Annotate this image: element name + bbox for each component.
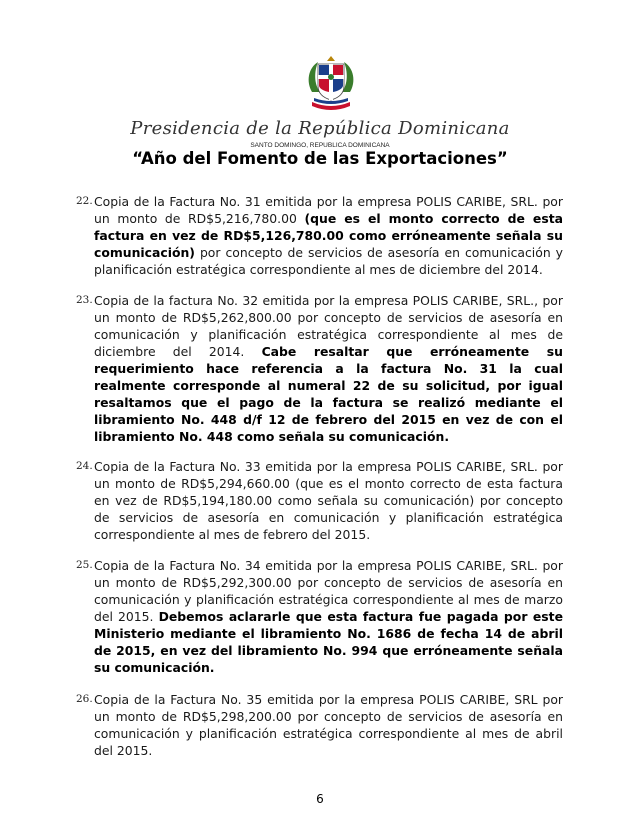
coat-of-arms-icon [300, 52, 362, 114]
item-text: Copia de la Factura No. 33 emitida por la empresa POLIS CARIBE, SRL. por un monto de RD$5,294,660.00 (que es el monto correcto de esta factura en vez de RD$5,194,180.00 como señala su comunicación) por concepto de servicios de asesoría en comunicación y planificación estratégica correspondiente al mes de febrero del 2015. [94, 459, 563, 542]
item-text: Copia de la Factura No. 34 emitida por la empresa POLIS CARIBE, SRL. por un monto de RD$5,292,300.00 por concepto de servicios de asesoría en comunicación y planificación estratégica correspondiente al mes de marzo del 2015. Debemos aclararle que esta factura fue pagada por este Ministerio mediante el libramiento No. 1686 de fecha 14 de abril de 2015, en vez del libramiento No. 994 que erróneamente señala su comunicación. [94, 558, 563, 675]
item-text: Copia de la factura No. 32 emitida por la empresa POLIS CARIBE, SRL., por un monto de RD$5,262,800.00 por concepto de servicios de asesoría en comunicación y planificación estratégica correspondiente al mes de diciembre del 2014. Cabe resaltar que erróneamente su requerimiento hace referencia a la factura No. 31 la cual realmente corresponde al numeral 22 de su solicitud, por igual resaltamos que el pago de la factura se realizó mediante el libramiento No. 448 d/f 12 de febrero del 2015 en vez de con el libramiento No. 448 como señala su comunicación. [94, 293, 563, 444]
presidency-title: Presidencia de la República Dominicana [130, 118, 510, 139]
list-item [76, 557, 563, 676]
item-number: 23. [76, 294, 93, 306]
list-item [76, 691, 563, 759]
year-motto: “Año del Fomento de las Exportaciones” [132, 149, 508, 168]
item-bold-text: (que es el monto correcto de esta factura en vez de RD$5,126,780.00 como erróneamente señala su comunicación) [94, 211, 563, 260]
item-number: 24. [76, 460, 93, 472]
item-number: 25. [76, 559, 93, 571]
item-number: 26. [76, 693, 93, 705]
list-item [76, 458, 563, 543]
item-number: 22. [76, 195, 93, 207]
list-item [76, 292, 563, 445]
item-bold-text: Cabe resaltar que erróneamente su requerimiento hace referencia a la factura No. 31 la cual realmente corresponde al numeral 22 de su solicitud, por igual resaltamos que el pago de la factura se realizó mediante el libramiento No. 448 d/f 12 de febrero del 2015 en vez de con el libramiento No. 448 como señala su comunicación. [94, 344, 563, 444]
item-text: Copia de la Factura No. 35 emitida por la empresa POLIS CARIBE, SRL por un monto de RD$5,298,200.00 por concepto de servicios de asesoría en comunicación y planificación estratégica correspondiente al mes de abril del 2015. [94, 692, 563, 758]
page-number: 6 [316, 792, 324, 806]
item-text: Copia de la Factura No. 31 emitida por la empresa POLIS CARIBE, SRL. por un monto de RD$5,216,780.00 (que es el monto correcto de esta factura en vez de RD$5,126,780.00 como erróneamente señala su comunicación) por concepto de servicios de asesoría en comunicación y planificación estratégica correspondiente al mes de diciembre del 2014. [94, 194, 563, 277]
city-subtitle: SANTO DOMINGO, REPUBLICA DOMINICANA [250, 142, 390, 149]
list-item [76, 193, 563, 278]
item-bold-text: Debemos aclararle que esta factura fue pagada por este Ministerio mediante el libramiento No. 1686 de fecha 14 de abril de 2015, en vez del libramiento No. 994 que erróneamente señala su comunicación. [94, 609, 563, 675]
